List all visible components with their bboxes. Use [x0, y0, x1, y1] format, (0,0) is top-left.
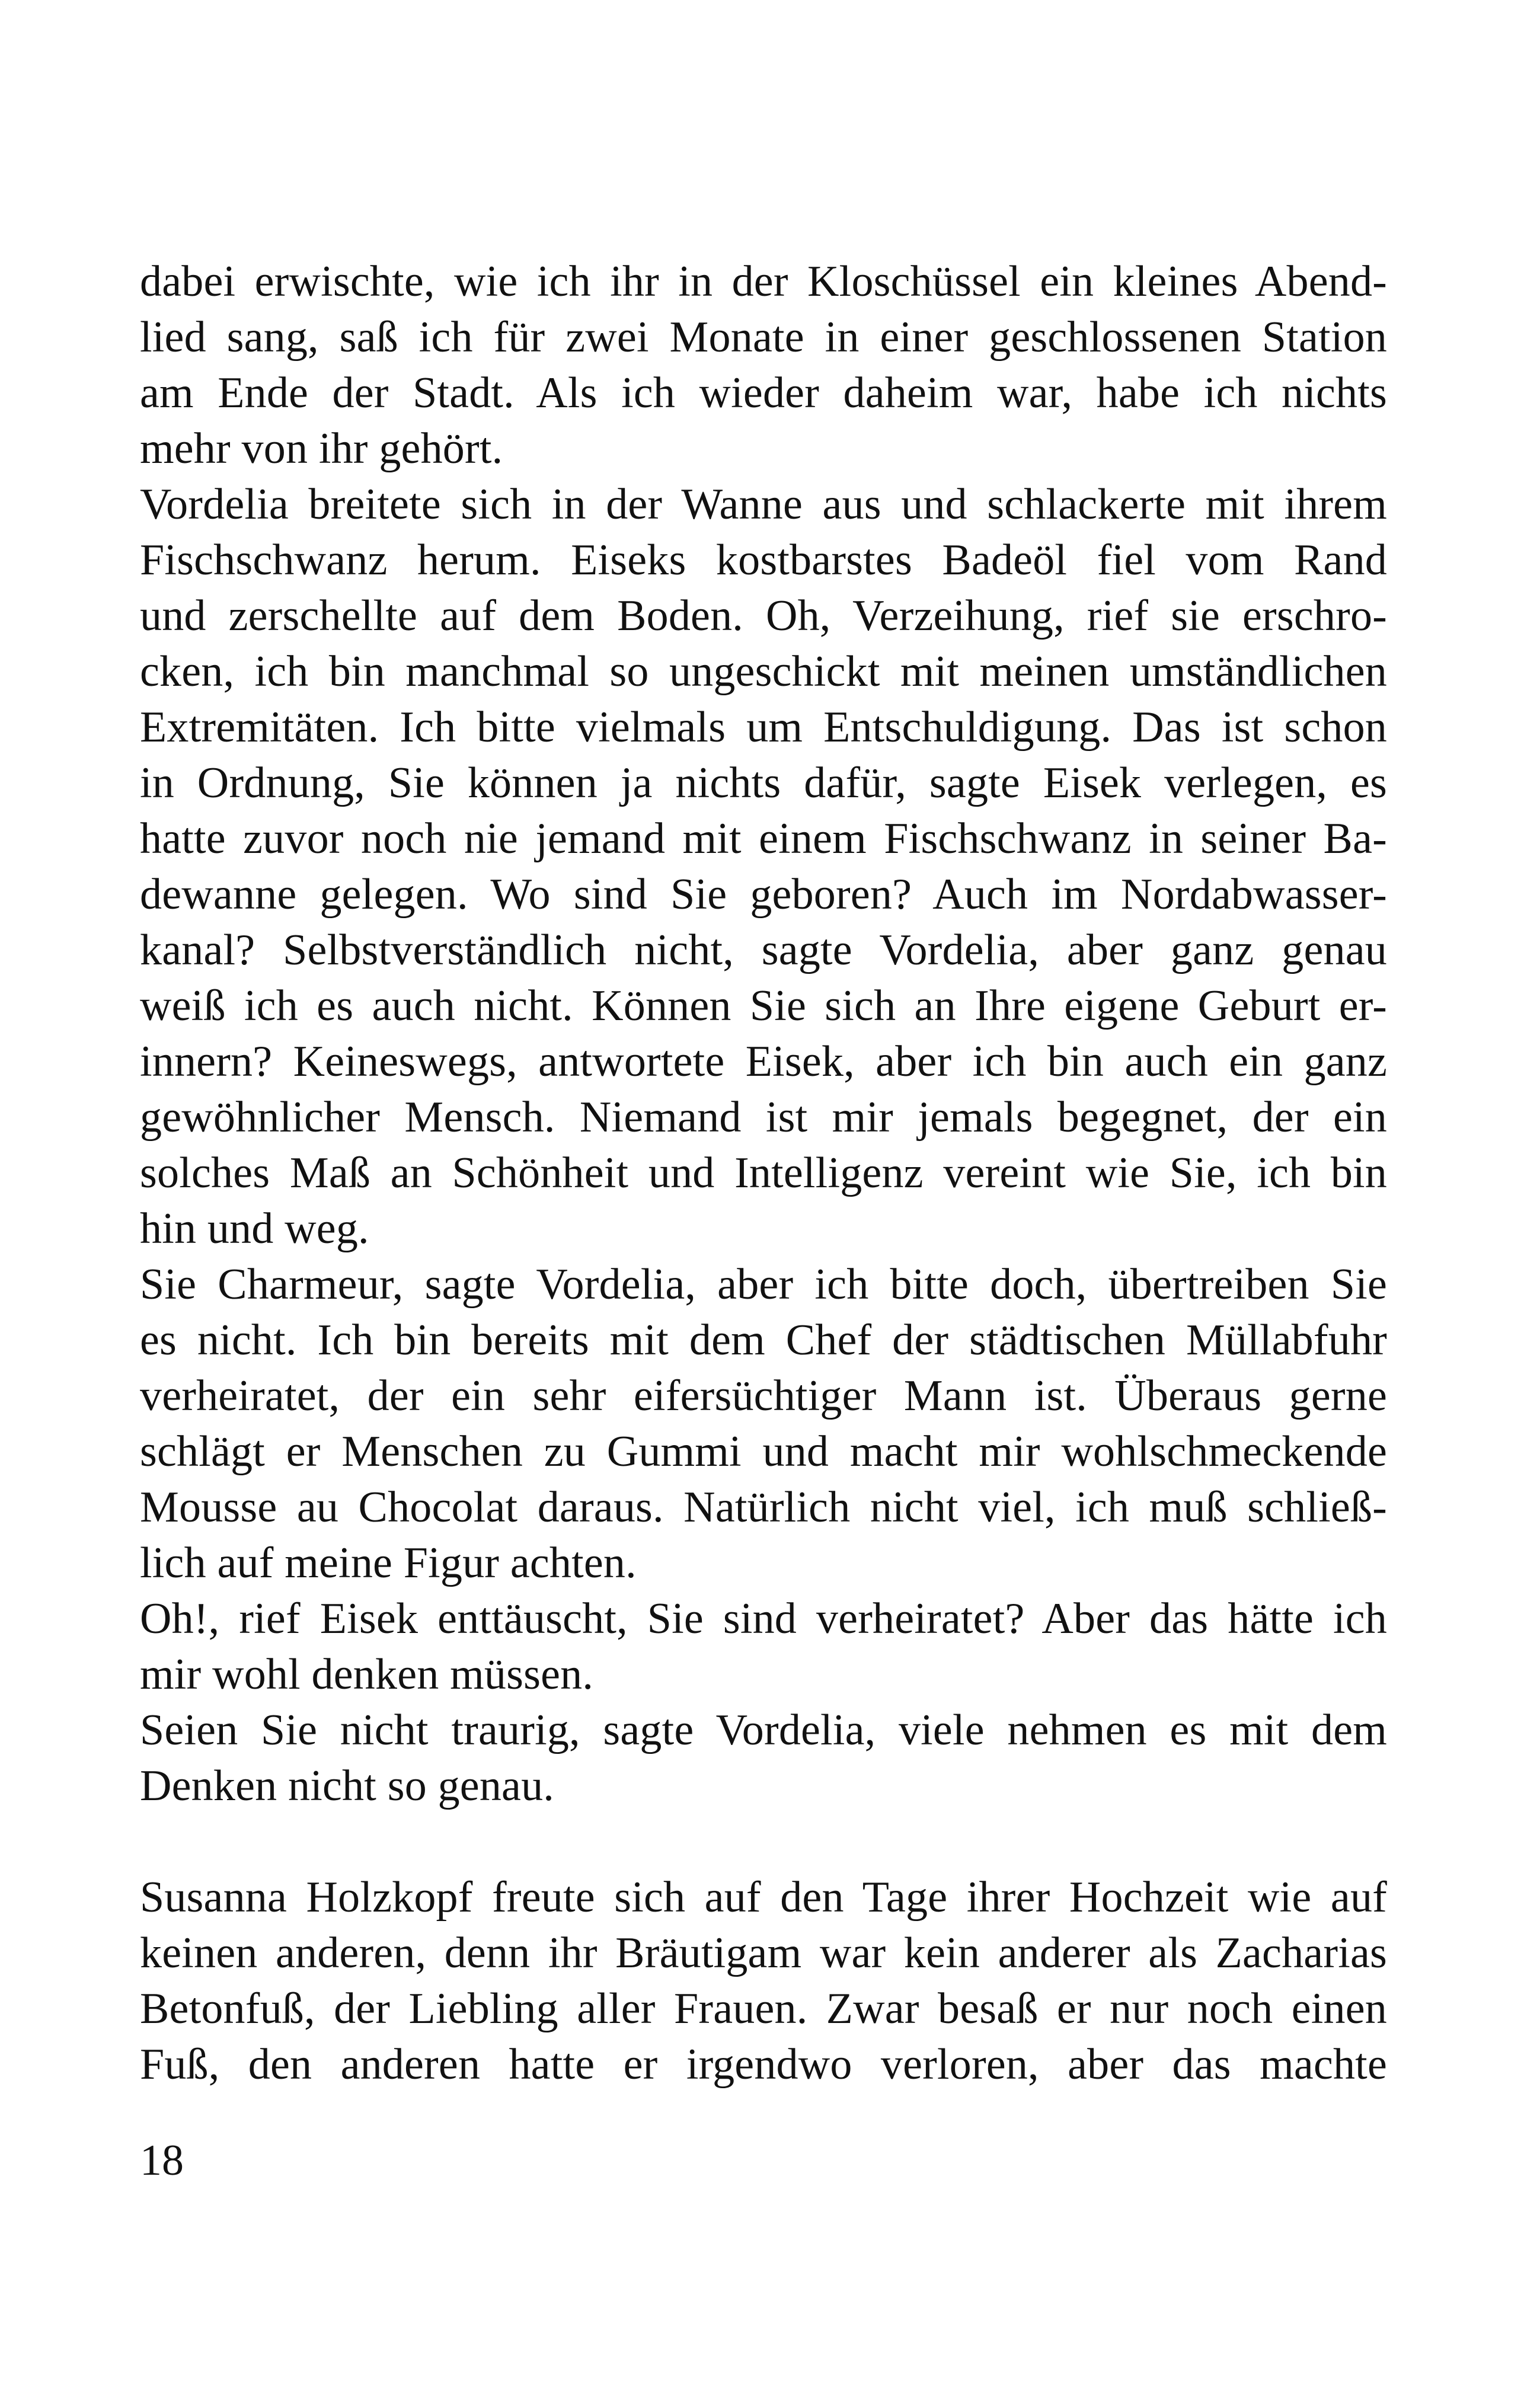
page-number: 18 — [140, 2136, 184, 2185]
text-line: Mousse au Chocolat daraus. Natürlich nicht viel, ich muß schließ- — [140, 1483, 1387, 1532]
text-line: Vordelia breitete sich in der Wanne aus und schlackerte mit ihrem — [140, 480, 1387, 529]
text-line: Sie Charmeur, sagte Vordelia, aber ich bitte doch, übertreiben Sie — [140, 1260, 1387, 1309]
paragraph-2 — [140, 477, 1387, 1257]
text-line: Susanna Holzkopf freute sich auf den Tage ihrer Hochzeit wie auf — [140, 1873, 1387, 1922]
text-line: dewanne gelegen. Wo sind Sie geboren? Auch im Nordabwasser- — [140, 870, 1387, 919]
text-line: Seien Sie nicht traurig, sagte Vordelia, viele nehmen es mit dem — [140, 1706, 1387, 1754]
text-line: dabei erwischte, wie ich ihr in der Kloschüssel ein kleines Abend- — [140, 257, 1387, 306]
text-line: keinen anderen, denn ihr Bräutigam war kein anderer als Zacharias — [140, 1929, 1387, 1977]
text-line: am Ende der Stadt. Als ich wieder daheim war, habe ich nichts — [140, 369, 1387, 417]
section-break — [140, 1814, 1387, 1869]
text-line: hatte zuvor noch nie jemand mit einem Fischschwanz in seiner Ba- — [140, 814, 1387, 863]
text-line: Betonfuß, der Liebling aller Frauen. Zwar besaß er nur noch einen — [140, 1984, 1387, 2033]
text-line: Oh!, rief Eisek enttäuscht, Sie sind verheiratet? Aber das hätte ich — [140, 1594, 1387, 1643]
paragraph-4 — [140, 1591, 1387, 1702]
text-line: mir wohl denken müssen. — [140, 1650, 594, 1699]
body-text — [140, 254, 1387, 2092]
paragraph-6 — [140, 1869, 1387, 2092]
text-line: innern? Keineswegs, antwortete Eisek, aber ich bin auch ein ganz — [140, 1037, 1387, 1086]
paragraph-5 — [140, 1702, 1387, 1814]
text-line: lich auf meine Figur achten. — [140, 1539, 637, 1587]
text-line: solches Maß an Schönheit und Intelligenz vereint wie Sie, ich bin — [140, 1149, 1387, 1197]
text-line: hin und weg. — [140, 1204, 369, 1253]
text-line: mehr von ihr gehört. — [140, 424, 503, 473]
text-line: gewöhnlicher Mensch. Niemand ist mir jemals begegnet, der ein — [140, 1093, 1387, 1142]
text-line: lied sang, saß ich für zwei Monate in einer geschlossenen Station — [140, 313, 1387, 362]
text-line: weiß ich es auch nicht. Können Sie sich an Ihre eigene Geburt er- — [140, 982, 1387, 1030]
text-line: kanal? Selbstverständlich nicht, sagte Vordelia, aber ganz genau — [140, 926, 1387, 974]
text-line: und zerschellte auf dem Boden. Oh, Verzeihung, rief sie erschro- — [140, 592, 1387, 640]
text-line: Fuß, den anderen hatte er irgendwo verloren, aber das machte — [140, 2040, 1387, 2089]
text-line: es nicht. Ich bin bereits mit dem Chef der städtischen Müllabfuhr — [140, 1316, 1387, 1364]
paragraph-1 — [140, 254, 1387, 477]
text-line: cken, ich bin manchmal so ungeschickt mit meinen umständlichen — [140, 647, 1387, 696]
paragraph-3 — [140, 1257, 1387, 1591]
text-line: Fischschwanz herum. Eiseks kostbarstes Badeöl fiel vom Rand — [140, 536, 1387, 584]
text-line: verheiratet, der ein sehr eifersüchtiger Mann ist. Überaus gerne — [140, 1372, 1387, 1420]
text-line: in Ordnung, Sie können ja nichts dafür, sagte Eisek verlegen, es — [140, 759, 1387, 807]
text-line: Denken nicht so genau. — [140, 1762, 554, 1810]
text-line: schlägt er Menschen zu Gummi und macht mir wohlschmeckende — [140, 1427, 1387, 1476]
text-line: Extremitäten. Ich bitte vielmals um Entschuldigung. Das ist schon — [140, 703, 1387, 752]
